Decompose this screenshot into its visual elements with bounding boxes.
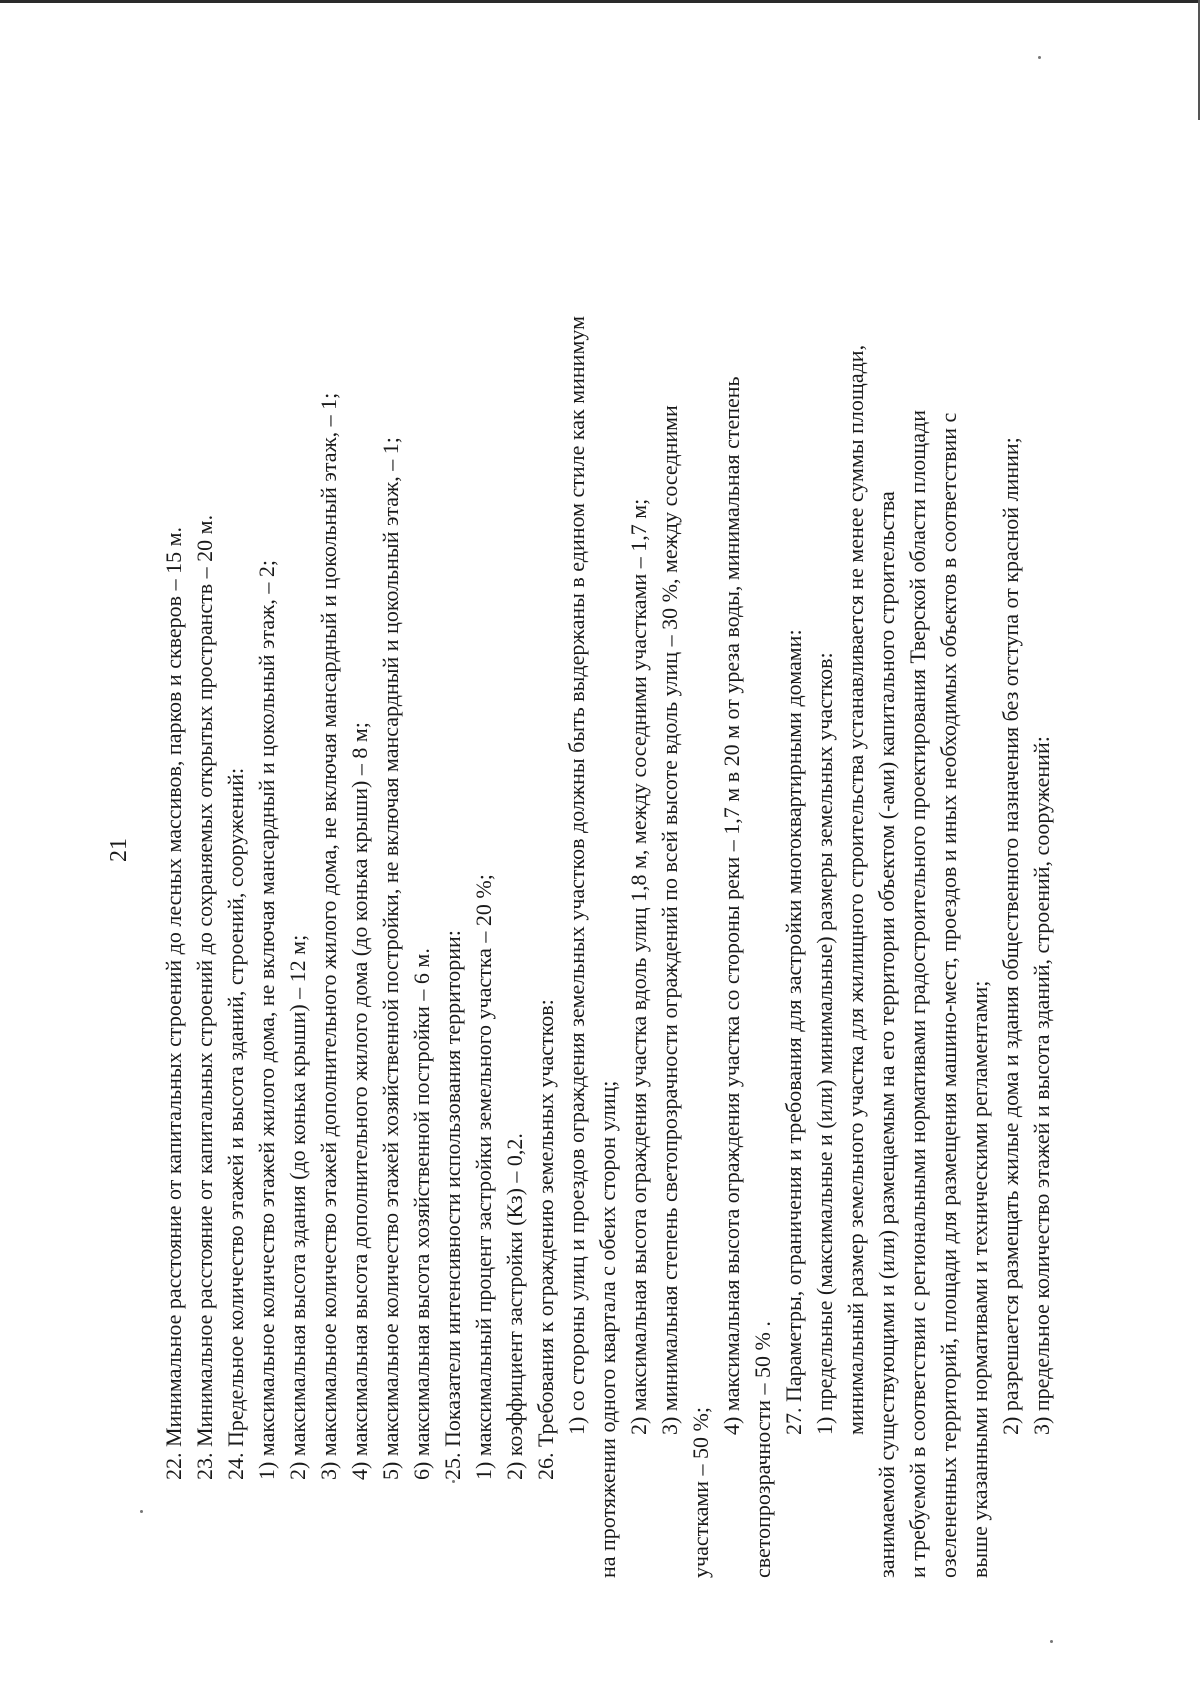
paragraph-line: 22. Минимальное расстояние от капитальных строений до лесных массивов, парков и скверов – 15 м.	[161, 527, 186, 1480]
paragraph-line: 2) максимальная высота ограждения участка вдоль улиц 1,8 м, между соседними участками – 1,7 м;	[626, 498, 651, 1435]
paragraph-line: 1) максимальное количество этажей жилого дома, не включая мансардный и цокольный этаж, – 2;	[254, 560, 279, 1480]
paragraph-line: озелененных территорий, площади для размещения машино-мест, проездов и иных необходимых объектов в соответствии с	[936, 412, 961, 1578]
paragraph-line: 1) максимальный процент застройки земельного участка – 20 %;	[471, 874, 496, 1480]
paragraph-line: занимаемой существующими и (или) размещаемым на его территории объектом (-ами) капитального строительства	[874, 491, 899, 1578]
paragraph-line: 1) предельные (максимальные и (или) минимальные) размеры земельных участков:	[812, 652, 837, 1435]
paragraph-line: 3) максимальное количество этажей дополнительного жилого дома, не включая мансардный и цокольный этаж, – 1;	[316, 392, 341, 1480]
paragraph-line: 26. Требования к ограждению земельных участков:	[533, 999, 558, 1480]
paragraph-line: 27. Параметры, ограничения и требования для застройки многоквартирными домами:	[781, 629, 806, 1435]
paragraph-line: минимальный размер земельного участка для жилищного строительства устанавливается не менее суммы площади,	[843, 344, 868, 1435]
document-body	[158, 115, 1057, 1578]
paragraph-line: и требуемой в соответствии с региональными нормативами градостроительного проектирования Тверской области площади	[905, 410, 930, 1578]
scan-top-edge	[0, 0, 1200, 3]
rotated-document-page	[100, 60, 1110, 1640]
scan-speck	[1050, 1640, 1053, 1643]
paragraph-line: светопрозрачности – 50 % .	[750, 1321, 775, 1578]
paragraph-line: 2) коэффициент застройки (Кз) – 0,2.	[502, 1133, 527, 1480]
paragraph-line: 4) максимальная высота дополнительного жилого дома (до конька крыши) – 8 м;	[347, 722, 372, 1480]
scan-speck	[1038, 56, 1041, 59]
paragraph-line: 25. Показатели интенсивности использования территории:	[440, 930, 465, 1480]
paragraph-line: 2) разрешается размещать жилые дома и здания общественного назначения без отступа от красной линии;	[998, 437, 1023, 1435]
paragraph-line: 4) максимальная высота ограждения участка со стороны реки – 1,7 м в 20 м от уреза воды, минимальная степень	[719, 376, 744, 1435]
paragraph-line: на протяжении одного квартала с обеих сторон улиц;	[595, 1080, 620, 1578]
paragraph-line: 6) максимальная высота хозяйственной постройки – 6 м.	[409, 948, 434, 1480]
paragraph-line: 24. Предельное количество этажей и высота зданий, строений, сооружений:	[223, 767, 248, 1480]
paragraph-line: 2) максимальная высота здания (до конька крыши) – 12 м;	[285, 934, 310, 1480]
paragraph-line: участками – 50 %;	[688, 1407, 713, 1578]
paragraph-line: выше указанными нормативами и техническими регламентами;	[967, 980, 992, 1578]
paragraph-line: 5) максимальное количество этажей хозяйственной постройки, не включая мансардный и цокольный этаж, – 1;	[378, 437, 403, 1480]
paragraph-line: 23. Минимальное расстояние от капитальных строений до сохраняемых открытых пространств – 20 м.	[192, 514, 217, 1480]
paragraph-line: 3) минимальная степень светопрозрачности ограждений по всей высоте вдоль улиц – 30 %, между соседними	[657, 405, 682, 1435]
page-number: 21	[106, 838, 132, 862]
paragraph-line: 1) со стороны улиц и проездов ограждения земельных участков должны быть выдержаны в едином стиле как минимум	[564, 315, 589, 1435]
paragraph-line: 3) предельное количество этажей и высота зданий, строений, сооружений:	[1029, 736, 1054, 1435]
